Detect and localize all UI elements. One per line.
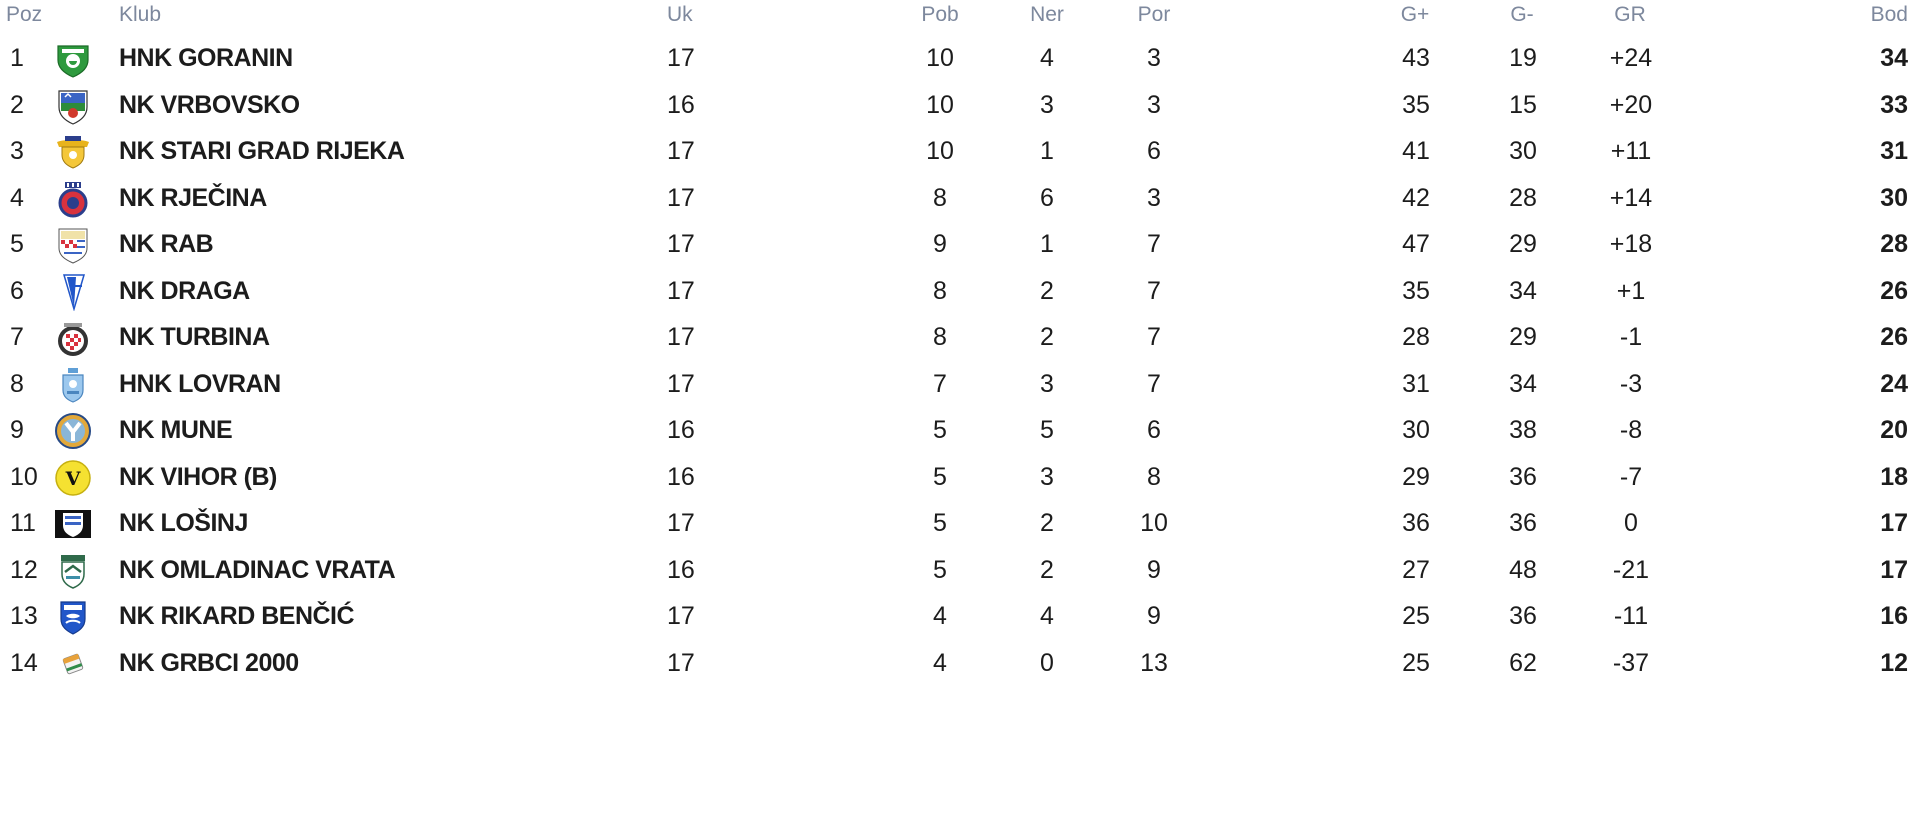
goal-difference-cell: -8 (1619, 416, 1643, 444)
vrbovsko-crest-icon (54, 87, 92, 125)
position-cell: 2 (10, 90, 24, 119)
points-cell: 34 (1880, 44, 1908, 72)
goals-for-cell: 35 (1402, 276, 1430, 305)
goal-difference-cell: +18 (1609, 230, 1653, 258)
club-name[interactable]: NK DRAGA (119, 276, 250, 305)
lost-cell: 7 (1147, 369, 1161, 398)
goals-against-cell: 36 (1509, 602, 1537, 630)
drawn-cell: 2 (1040, 276, 1054, 305)
goal-difference-cell: +14 (1609, 183, 1653, 212)
goals-against-cell: 38 (1509, 416, 1537, 444)
won-cell: 7 (933, 369, 947, 398)
goal-difference-cell: -11 (1613, 602, 1649, 630)
won-cell: 4 (933, 648, 947, 677)
goal-difference-cell: -3 (1619, 369, 1643, 398)
goals-against-cell: 62 (1509, 648, 1537, 677)
club-name[interactable]: NK VRBOVSKO (119, 90, 300, 119)
goal-difference-cell: -21 (1612, 555, 1650, 584)
lost-cell: 3 (1147, 90, 1161, 119)
points-cell: 28 (1880, 230, 1908, 258)
points-cell: 16 (1880, 602, 1908, 630)
omladinac-crest-icon (54, 552, 92, 590)
goals-for-cell: 29 (1402, 462, 1430, 491)
rikard-bencic-crest-icon (54, 598, 92, 636)
won-cell: 8 (933, 183, 947, 212)
drawn-cell: 3 (1040, 462, 1054, 491)
won-cell: 5 (933, 555, 947, 584)
goal-difference-cell: +20 (1609, 90, 1653, 119)
goals-for-cell: 31 (1402, 369, 1430, 398)
drawn-cell: 4 (1040, 44, 1054, 72)
lost-cell: 13 (1140, 648, 1168, 677)
lost-cell: 3 (1147, 183, 1161, 212)
won-cell: 5 (933, 416, 947, 444)
goals-against-cell: 19 (1509, 44, 1537, 72)
position-cell: 3 (10, 137, 24, 165)
goals-against-cell: 48 (1509, 555, 1537, 584)
points-cell: 12 (1880, 648, 1908, 677)
goal-difference-cell: -7 (1619, 462, 1643, 491)
goals-against-cell: 30 (1509, 137, 1537, 165)
points-cell: 30 (1880, 183, 1908, 212)
played-cell: 16 (667, 462, 695, 491)
points-cell: 24 (1880, 369, 1908, 398)
rjecina-crest-icon (54, 180, 92, 218)
header-position: Poz (6, 3, 43, 26)
lost-cell: 6 (1147, 416, 1161, 444)
club-name[interactable]: NK RIKARD BENČIĆ (119, 602, 355, 630)
goals-for-cell: 25 (1402, 602, 1430, 630)
drawn-cell: 2 (1040, 323, 1054, 351)
lost-cell: 7 (1147, 276, 1161, 305)
points-cell: 26 (1880, 323, 1908, 351)
lovran-crest-icon (54, 366, 92, 404)
position-cell: 1 (10, 44, 24, 72)
played-cell: 17 (667, 137, 695, 165)
played-cell: 17 (667, 648, 695, 677)
goals-for-cell: 25 (1402, 648, 1430, 677)
goranin-crest-icon (54, 40, 92, 78)
position-cell: 10 (10, 462, 38, 491)
won-cell: 9 (933, 230, 947, 258)
position-cell: 11 (10, 509, 36, 537)
drawn-cell: 1 (1040, 230, 1054, 258)
goals-for-cell: 28 (1402, 323, 1430, 351)
goals-against-cell: 36 (1509, 462, 1537, 491)
club-name[interactable]: NK RAB (119, 230, 214, 258)
won-cell: 8 (933, 323, 947, 351)
table-row[interactable] (0, 635, 1920, 692)
points-cell: 33 (1880, 90, 1908, 119)
svg-text:V: V (65, 467, 81, 490)
played-cell: 17 (667, 183, 695, 212)
club-name[interactable]: NK GRBCI 2000 (119, 648, 299, 677)
played-cell: 17 (667, 44, 695, 72)
goal-difference-cell: -1 (1619, 323, 1643, 351)
drawn-cell: 3 (1040, 90, 1054, 119)
played-cell: 16 (667, 416, 695, 444)
goal-difference-cell: +24 (1609, 44, 1653, 72)
stari-grad-crest-icon (54, 133, 92, 171)
won-cell: 5 (933, 509, 947, 537)
played-cell: 17 (667, 276, 695, 305)
grbci-crest-icon (54, 645, 92, 683)
points-cell: 17 (1880, 555, 1908, 584)
goals-for-cell: 35 (1402, 90, 1430, 119)
goals-against-cell: 15 (1509, 90, 1537, 119)
lost-cell: 8 (1147, 462, 1161, 491)
club-name[interactable]: NK OMLADINAC VRATA (119, 555, 396, 584)
goals-against-cell: 28 (1509, 183, 1537, 212)
played-cell: 17 (667, 323, 695, 351)
position-cell: 5 (10, 230, 24, 258)
header-goals-for: G+ (1400, 3, 1430, 26)
played-cell: 17 (667, 602, 695, 630)
club-name[interactable]: NK LOŠINJ (119, 509, 248, 537)
points-cell: 18 (1880, 462, 1908, 491)
points-cell: 26 (1880, 276, 1908, 305)
position-cell: 9 (10, 416, 24, 444)
points-cell: 20 (1880, 416, 1908, 444)
header-won: Pob (921, 3, 959, 26)
goals-against-cell: 34 (1509, 276, 1537, 305)
club-name[interactable]: NK TURBINA (119, 323, 270, 351)
goals-for-cell: 41 (1402, 137, 1430, 165)
won-cell: 10 (926, 44, 954, 72)
header-goals-against: G- (1510, 3, 1534, 26)
lost-cell: 6 (1147, 137, 1161, 165)
played-cell: 16 (667, 555, 695, 584)
position-cell: 4 (10, 183, 24, 212)
played-cell: 17 (667, 509, 695, 537)
goal-difference-cell: +1 (1616, 276, 1646, 305)
table-header (0, 0, 1920, 34)
club-name[interactable]: NK VIHOR (B) (119, 462, 277, 491)
rab-crest-icon (54, 226, 92, 264)
goals-for-cell: 47 (1402, 230, 1430, 258)
goals-for-cell: 43 (1402, 44, 1430, 72)
header-goal-difference: GR (1614, 3, 1646, 26)
position-cell: 8 (10, 369, 24, 398)
position-cell: 12 (10, 555, 38, 584)
drawn-cell: 1 (1040, 137, 1054, 165)
lost-cell: 9 (1147, 602, 1161, 630)
played-cell: 17 (667, 369, 695, 398)
club-name[interactable]: NK STARI GRAD RIJEKA (119, 137, 405, 165)
club-name[interactable]: NK MUNE (119, 416, 233, 444)
header-lost: Por (1137, 3, 1171, 26)
played-cell: 17 (667, 230, 695, 258)
drawn-cell: 2 (1040, 555, 1054, 584)
won-cell: 5 (933, 462, 947, 491)
goals-for-cell: 36 (1402, 509, 1430, 537)
goals-against-cell: 29 (1509, 230, 1537, 258)
position-cell: 13 (10, 602, 38, 630)
drawn-cell: 5 (1040, 416, 1054, 444)
header-played: Uk (667, 3, 693, 26)
position-cell: 14 (10, 648, 38, 677)
lost-cell: 10 (1140, 509, 1168, 537)
won-cell: 10 (926, 90, 954, 119)
club-name[interactable]: HNK LOVRAN (119, 369, 281, 398)
goal-difference-cell: -37 (1612, 648, 1650, 677)
won-cell: 4 (933, 602, 947, 630)
goal-difference-cell: 0 (1624, 509, 1638, 537)
lost-cell: 3 (1147, 44, 1161, 72)
lost-cell: 9 (1147, 555, 1161, 584)
won-cell: 10 (926, 137, 954, 165)
goals-for-cell: 27 (1402, 555, 1430, 584)
won-cell: 8 (933, 276, 947, 305)
points-cell: 31 (1880, 137, 1908, 165)
draga-crest-icon (54, 273, 92, 311)
position-cell: 7 (10, 323, 24, 351)
goals-against-cell: 34 (1509, 369, 1537, 398)
goals-for-cell: 42 (1402, 183, 1430, 212)
goals-against-cell: 36 (1509, 509, 1537, 537)
goal-difference-cell: +11 (1610, 137, 1652, 165)
vihor-crest-icon (54, 459, 92, 497)
turbina-crest-icon (54, 319, 92, 357)
mune-crest-icon (54, 412, 92, 450)
lost-cell: 7 (1147, 230, 1161, 258)
drawn-cell: 4 (1040, 602, 1054, 630)
header-club: Klub (119, 3, 162, 26)
points-cell: 17 (1880, 509, 1908, 537)
goals-against-cell: 29 (1509, 323, 1537, 351)
position-cell: 6 (10, 276, 24, 305)
drawn-cell: 6 (1040, 183, 1054, 212)
drawn-cell: 0 (1040, 648, 1054, 677)
lost-cell: 7 (1147, 323, 1161, 351)
drawn-cell: 3 (1040, 369, 1054, 398)
goals-for-cell: 30 (1402, 416, 1430, 444)
losinj-crest-icon (54, 505, 92, 543)
club-name[interactable]: HNK GORANIN (119, 44, 293, 72)
club-name[interactable]: NK RJEČINA (119, 183, 267, 212)
drawn-cell: 2 (1040, 509, 1054, 537)
header-points: Bod (1870, 3, 1908, 26)
played-cell: 16 (667, 90, 695, 119)
header-drawn: Ner (1030, 3, 1064, 26)
